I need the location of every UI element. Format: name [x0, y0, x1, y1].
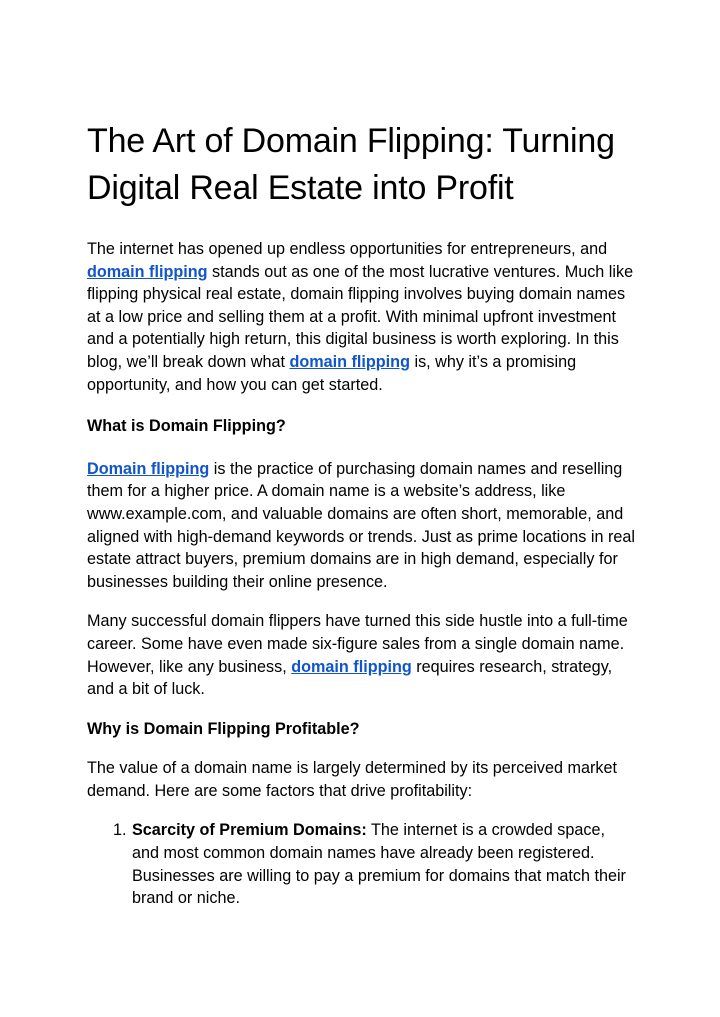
section-heading-what: What is Domain Flipping?	[87, 417, 286, 436]
domain-flipping-link[interactable]: domain flipping	[87, 262, 208, 281]
domain-flipping-link[interactable]: Domain flipping	[87, 459, 210, 478]
list-item-label: Scarcity of Premium Domains:	[132, 821, 367, 840]
document-title: The Art of Domain Flipping: Turning Digital Real Estate into Profit	[87, 122, 615, 207]
intro-paragraph	[87, 238, 635, 396]
domain-flipping-link[interactable]: domain flipping	[289, 352, 410, 371]
list-item	[131, 819, 635, 909]
career-paragraph	[87, 610, 635, 700]
document-page	[87, 118, 635, 910]
domain-flipping-link[interactable]: domain flipping	[291, 657, 412, 676]
definition-text: is the practice of purchasing domain names and reselling them for a higher price. A domain name is a website’s address, like www.example.com, and valuable domains are often short, memorable, and aligned with high-demand keywords or trends. Just as prime locations in real estate attract buyers, premium domains are in high demand, especially for businesses building their online presence.	[87, 459, 635, 591]
value-paragraph: The value of a domain name is largely determined by its perceived market demand. Here are some factors that drive profitability:	[87, 759, 617, 800]
definition-paragraph	[87, 458, 635, 594]
career-text-1: Many successful domain flippers have turned this side hustle into a full-time career. Some have even made six-figure sales from a single domain name. However, like any business,	[87, 612, 628, 676]
profitability-factors-list	[87, 819, 635, 909]
section-heading-why: Why is Domain Flipping Profitable?	[87, 719, 360, 738]
intro-text-2: stands out as one of the most lucrative ventures. Much like flipping physical real estate, domain flipping involves buying domain names at a low price and selling them at a profit. With minimal upfront investment and a potentially high return, this digital business is worth exploring. In this blog, we’ll break down what	[87, 262, 634, 371]
list-item-text: The internet is a crowded space, and most common domain names have already been registered. Businesses are willing to pay a premium for domains that match their brand or niche.	[132, 821, 626, 908]
career-text-2: requires research, strategy, and a bit of luck.	[87, 657, 613, 699]
intro-text-1: The internet has opened up endless opportunities for entrepreneurs, and	[87, 240, 608, 258]
intro-text-3: is, why it’s a promising opportunity, and how you can get started.	[87, 352, 577, 394]
